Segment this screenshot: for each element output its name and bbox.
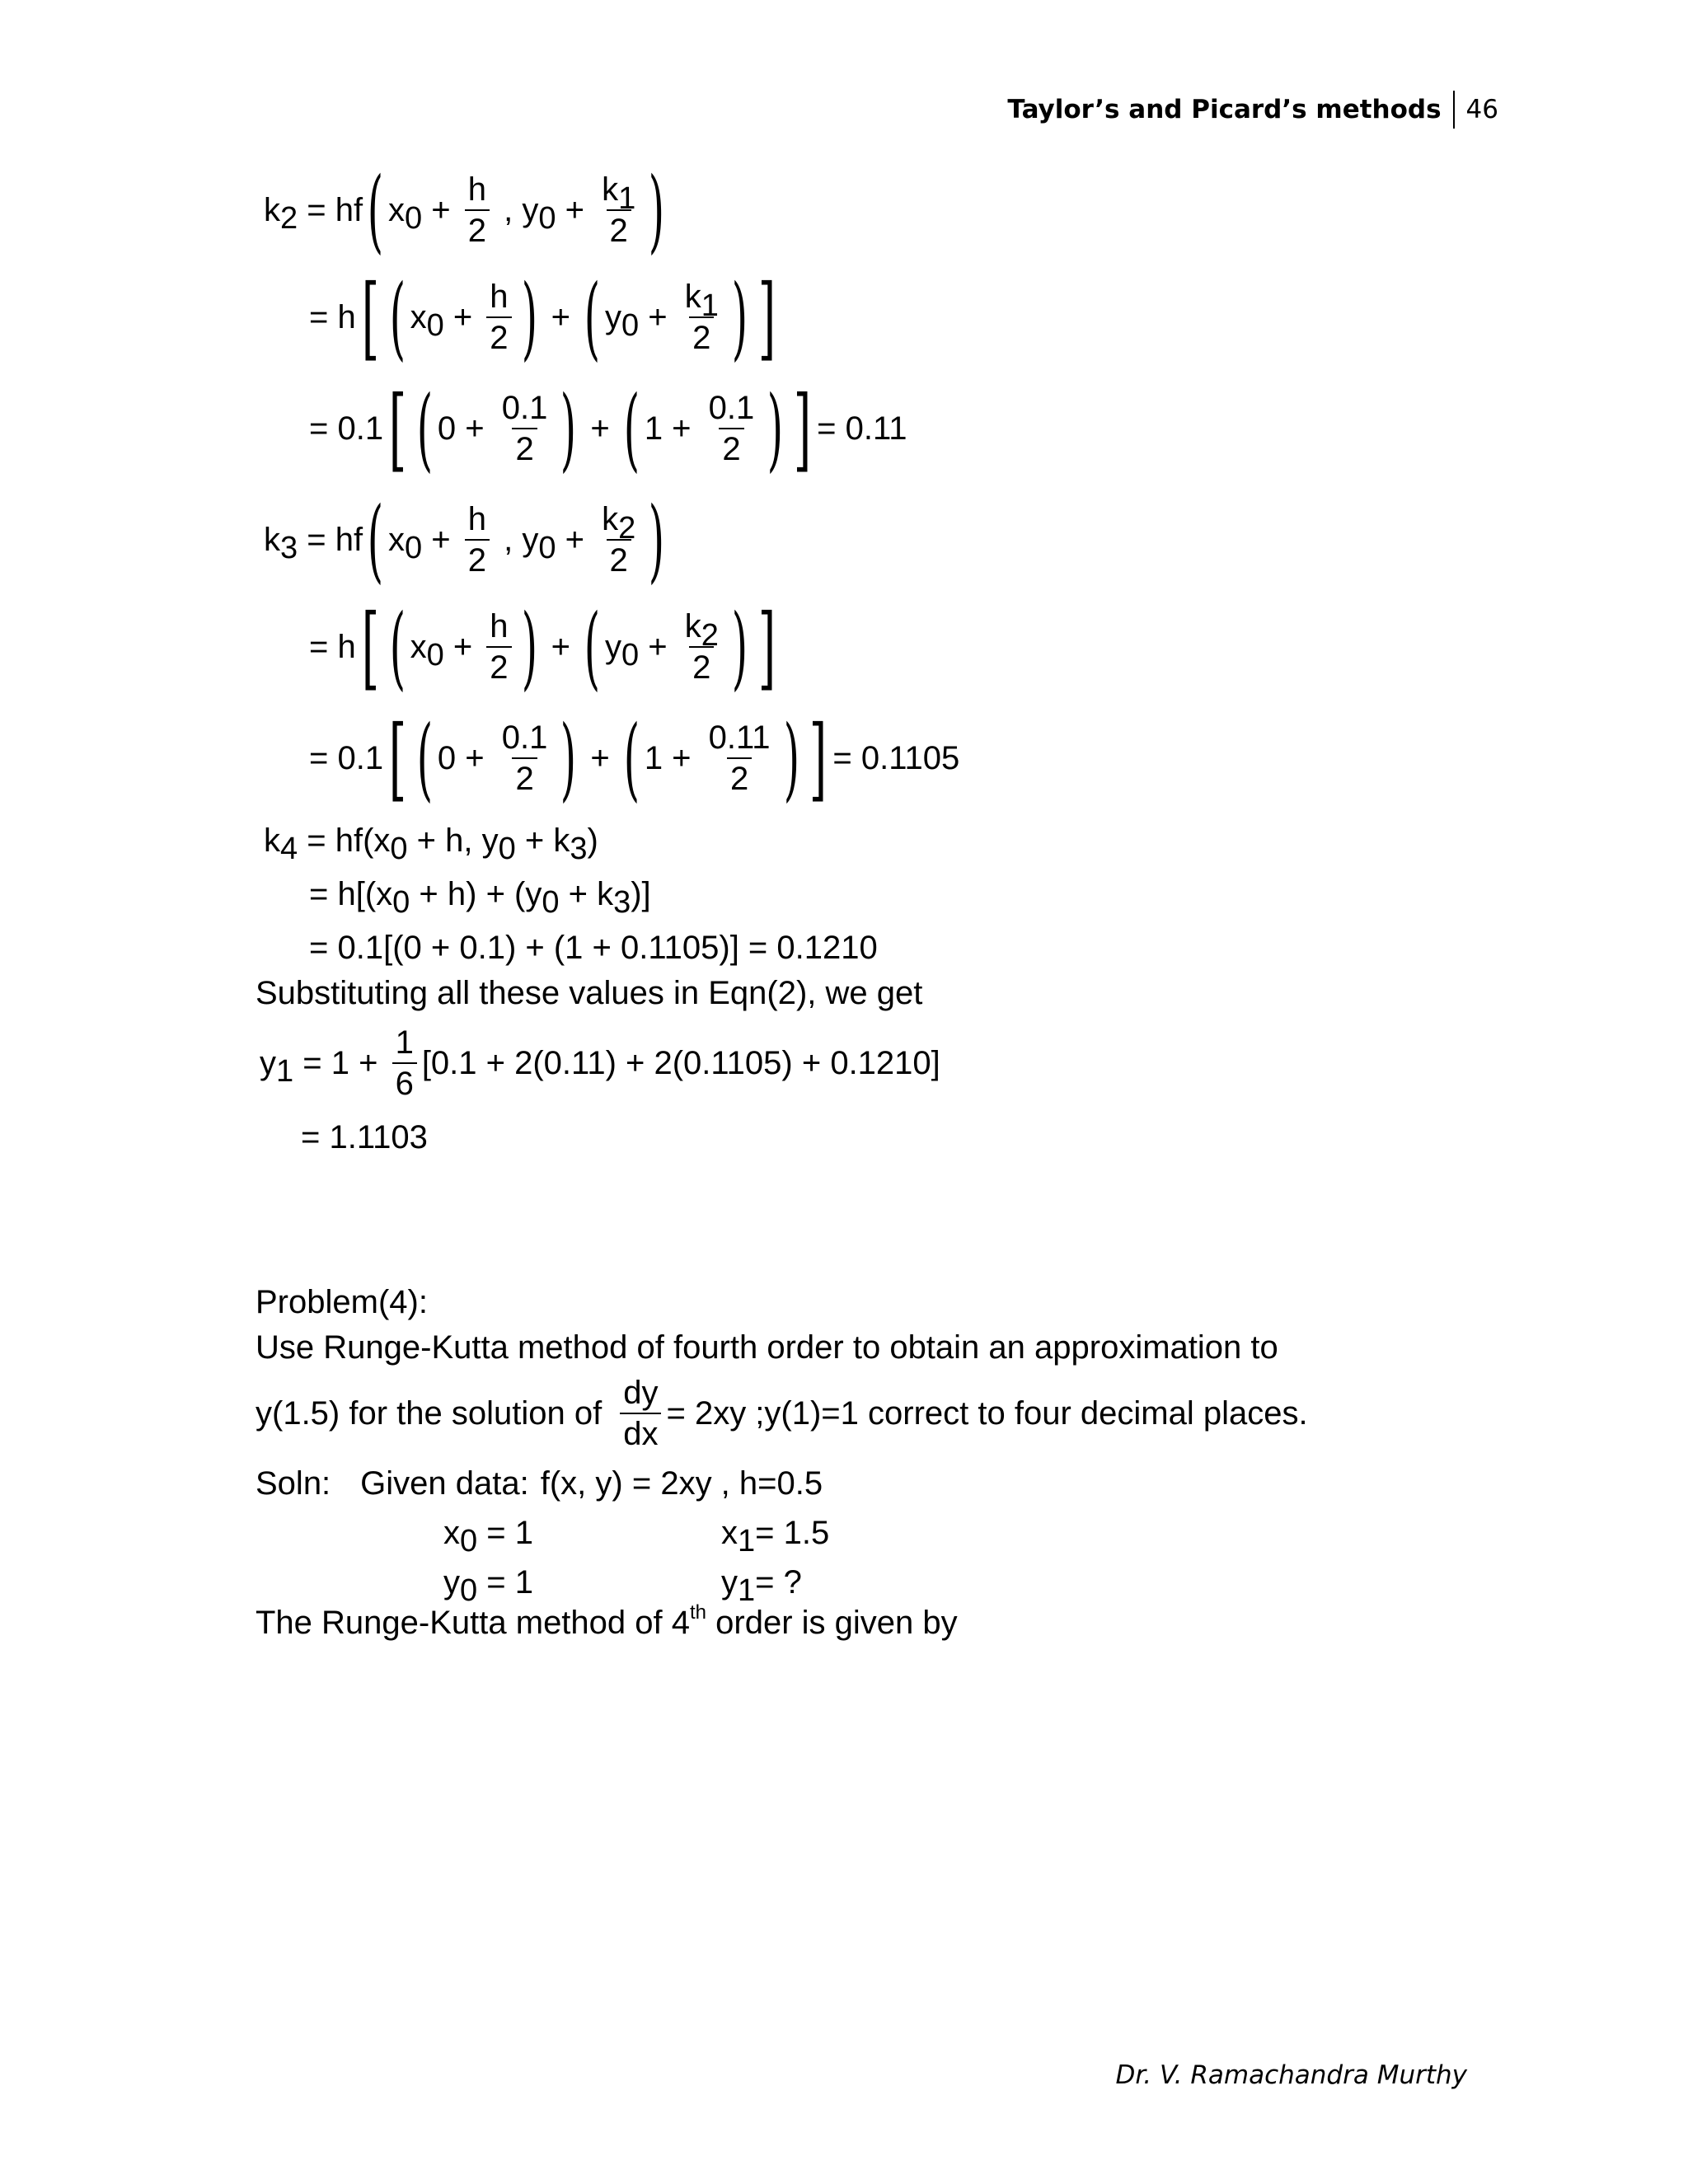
plus-sign: + xyxy=(422,192,460,228)
paren-close: ) xyxy=(649,157,665,263)
k-subscript: 3 xyxy=(613,885,631,920)
fraction-k2-over-2 xyxy=(682,610,722,684)
comma-y: , y xyxy=(495,522,539,558)
eq-h: = h xyxy=(309,629,356,665)
y-subscript: 0 xyxy=(460,1573,478,1608)
y1-result-value: = 1.1103 xyxy=(301,1119,428,1155)
paren-close: ) xyxy=(521,265,537,370)
y1-unknown xyxy=(721,1562,802,1608)
bracket-open: [ xyxy=(388,376,407,481)
eq-hf: = hf xyxy=(298,192,363,228)
k4-result: = 0.1[(0 + 0.1) + (1 + 0.1105)] = 0.1210 xyxy=(309,930,878,966)
ordinal-superscript: th xyxy=(690,1601,707,1624)
k4-expansion xyxy=(309,874,651,920)
fraction-0.1-over-2 xyxy=(706,391,758,466)
bracket-open: [ xyxy=(361,265,379,370)
x-symbol: x xyxy=(721,1515,738,1551)
paren-close: ) xyxy=(560,705,577,811)
zero-plus: 0 + xyxy=(437,740,494,776)
eq-h: = h xyxy=(309,299,356,335)
comma-y: , y xyxy=(495,192,539,228)
fraction-k2-over-2 xyxy=(598,503,639,577)
denominator: 2 xyxy=(512,757,537,795)
k-symbol: k xyxy=(684,608,701,644)
fraction-h-over-2 xyxy=(486,610,511,684)
k4-definition xyxy=(264,820,598,866)
k4-subscript: 4 xyxy=(280,832,298,866)
k3-definition xyxy=(264,487,669,593)
numerator xyxy=(598,501,639,546)
plus-sign: + xyxy=(542,299,580,335)
denominator: 2 xyxy=(486,316,511,354)
k4-part: + h, y xyxy=(407,823,499,859)
k-symbol: k xyxy=(602,501,619,537)
x-subscript: 0 xyxy=(405,531,423,565)
denominator: 2 xyxy=(465,209,490,247)
author-footer: Dr. V. Ramachandra Murthy xyxy=(1115,2060,1467,2090)
k2-definition xyxy=(264,157,669,263)
fraction-h-over-2 xyxy=(486,280,511,354)
numerator: h xyxy=(467,171,486,208)
plus-sign: + xyxy=(639,629,677,665)
eq-hf: = hf xyxy=(298,522,363,558)
y-symbol: y xyxy=(721,1564,738,1601)
k4-part: )] xyxy=(631,876,651,912)
problem-title: Problem(4): xyxy=(256,1284,428,1320)
denominator: 2 xyxy=(486,646,511,684)
k4-symbol: k xyxy=(264,823,280,859)
fraction-0.1-over-2 xyxy=(499,721,551,795)
y-subscript: 1 xyxy=(738,1573,756,1608)
f-expression: f(x, y) = 2xy , h=0.5 xyxy=(540,1465,823,1502)
k3-result: = 0.1105 xyxy=(832,740,960,776)
denominator: 6 xyxy=(392,1062,417,1100)
numerator xyxy=(598,171,639,216)
denominator: 2 xyxy=(607,539,631,577)
paren-open: ( xyxy=(367,157,384,263)
zero-plus: 0 + xyxy=(437,410,494,447)
bracket-close: ] xyxy=(757,265,776,370)
y0-value: = 1 xyxy=(477,1564,533,1601)
y-symbol: y xyxy=(260,1045,276,1081)
x-subscript: 0 xyxy=(390,832,408,866)
fraction-1-over-6 xyxy=(392,1026,417,1100)
problem-text: y(1.5) for the solution of xyxy=(256,1395,603,1432)
denominator: 2 xyxy=(727,757,752,795)
numerator xyxy=(682,279,722,323)
plus-sign: + xyxy=(443,299,482,335)
denominator: 2 xyxy=(607,209,631,247)
x-subscript: 0 xyxy=(426,638,444,673)
numerator: 0.1 xyxy=(501,390,548,426)
y-symbol: y xyxy=(604,299,621,335)
paren-close: ) xyxy=(649,487,665,593)
paren-open: ( xyxy=(416,705,434,811)
plus-sign: + xyxy=(581,410,619,447)
x-subscript: 0 xyxy=(460,1524,478,1558)
k4-part: + k xyxy=(559,876,614,912)
denominator: dx xyxy=(620,1413,661,1451)
soln-label: Soln: xyxy=(256,1465,331,1502)
plus-sign: + xyxy=(422,522,460,558)
paren-open: ( xyxy=(367,487,384,593)
x-subscript: 0 xyxy=(426,308,444,343)
y-subscript: 0 xyxy=(538,531,556,565)
header-title: Taylor’s and Picard’s methods xyxy=(1007,95,1442,124)
x-subscript: 1 xyxy=(738,1524,756,1558)
k2-expansion xyxy=(309,265,781,370)
x-subscript: 0 xyxy=(405,201,423,236)
plus-sign: + xyxy=(556,522,594,558)
fraction-dy-dx xyxy=(620,1376,661,1451)
paren-open: ( xyxy=(389,594,406,700)
y-subscript: 0 xyxy=(621,638,640,673)
k4-hf: = hf(x xyxy=(298,823,391,859)
y-subscript: 0 xyxy=(498,832,516,866)
numerator: h xyxy=(490,608,509,644)
eq-coefficient: = 0.1 xyxy=(309,410,384,447)
k3-symbol: k xyxy=(264,522,280,558)
eq-coefficient: = 0.1 xyxy=(309,740,384,776)
page-number: 46 xyxy=(1465,95,1498,124)
k2-subscript: 2 xyxy=(280,201,298,236)
page-header xyxy=(989,91,1498,129)
fraction-0.1-over-2 xyxy=(499,391,551,466)
denominator: 2 xyxy=(719,428,743,466)
fraction-k1-over-2 xyxy=(598,173,639,247)
y-symbol: y xyxy=(443,1564,460,1601)
y-subscript: 0 xyxy=(621,308,640,343)
k2-numeric xyxy=(309,376,907,481)
x-subscript: 0 xyxy=(392,885,410,920)
paren-close: ) xyxy=(731,594,748,700)
numerator: 0.1 xyxy=(708,390,755,426)
denominator: 2 xyxy=(512,428,537,466)
paren-open: ( xyxy=(389,265,406,370)
paren-open: ( xyxy=(416,376,434,481)
k3-expansion xyxy=(309,594,781,700)
k4-part: ) xyxy=(587,823,598,859)
bracket-open: [ xyxy=(361,594,379,700)
y-subscript: 0 xyxy=(538,201,556,236)
k-subscript: 3 xyxy=(570,832,588,866)
k3-subscript: 3 xyxy=(280,531,298,565)
fraction-h-over-2 xyxy=(465,503,490,577)
y1-value: = ? xyxy=(755,1564,802,1601)
numerator: h xyxy=(467,501,486,537)
paren-close: ) xyxy=(783,705,799,811)
numerator xyxy=(682,608,722,653)
k-subscript: 1 xyxy=(701,288,719,323)
x-symbol: x xyxy=(410,629,427,665)
plus-sign: + xyxy=(581,740,619,776)
k-subscript: 2 xyxy=(701,618,719,653)
fraction-h-over-2 xyxy=(465,173,490,247)
k-symbol: k xyxy=(602,171,619,208)
fraction-0.11-over-2 xyxy=(706,721,774,795)
plus-sign: + xyxy=(556,192,594,228)
x-symbol: x xyxy=(388,522,406,558)
y0-given xyxy=(443,1562,533,1608)
denominator: 2 xyxy=(689,646,714,684)
bracket-close: ] xyxy=(809,705,828,811)
paren-close: ) xyxy=(521,594,537,700)
x-symbol: x xyxy=(443,1515,460,1551)
problem-statement-line1: Use Runge-Kutta method of fourth order to obtain an approximation to xyxy=(256,1329,1278,1366)
k-subscript: 2 xyxy=(618,511,636,546)
y-symbol: y xyxy=(604,629,621,665)
k4-numeric xyxy=(309,927,878,968)
x-symbol: x xyxy=(410,299,427,335)
bracket-close: ] xyxy=(793,376,812,481)
paren-open: ( xyxy=(623,705,640,811)
numerator: 0.11 xyxy=(708,719,771,756)
x1-given xyxy=(721,1512,830,1558)
y1-bracket-sum: [0.1 + 2(0.11) + 2(0.1105) + 0.1210] xyxy=(421,1045,940,1081)
y1-equation xyxy=(260,1018,940,1108)
k2-symbol: k xyxy=(264,192,280,228)
bracket-close: ] xyxy=(757,594,776,700)
numerator: h xyxy=(490,279,509,315)
paren-close: ) xyxy=(731,265,748,370)
bracket-open: [ xyxy=(388,705,407,811)
plus-sign: + xyxy=(639,299,677,335)
numerator: dy xyxy=(623,1375,659,1411)
k-symbol: k xyxy=(684,279,701,315)
rk-text: The Runge-Kutta method of 4 xyxy=(256,1605,690,1641)
substituting-text: Substituting all these values in Eqn(2), we get xyxy=(256,975,923,1011)
x0-given xyxy=(443,1512,533,1558)
x0-value: = 1 xyxy=(477,1515,533,1551)
problem-text: = 2xy ;y(1)=1 correct to four decimal places. xyxy=(666,1395,1308,1432)
y1-rhs: = 1 + xyxy=(293,1045,387,1081)
plus-sign: + xyxy=(443,629,482,665)
k-subscript: 1 xyxy=(618,181,636,216)
paren-close: ) xyxy=(560,376,577,481)
x-symbol: x xyxy=(388,192,406,228)
rk-text: order is given by xyxy=(706,1605,958,1641)
solution-given-line xyxy=(256,1463,823,1504)
paren-close: ) xyxy=(767,376,784,481)
k4-part: + h) + (y xyxy=(410,876,542,912)
paren-open: ( xyxy=(623,376,640,481)
plus-sign: + xyxy=(542,629,580,665)
k2-result: = 0.11 xyxy=(817,410,907,447)
k4-h: = h[(x xyxy=(309,876,393,912)
y-subscript: 1 xyxy=(276,1054,294,1089)
paren-open: ( xyxy=(584,265,601,370)
paren-open: ( xyxy=(584,594,601,700)
x1-value: = 1.5 xyxy=(755,1515,830,1551)
denominator: 2 xyxy=(689,316,714,354)
problem-statement-line2 xyxy=(256,1368,1308,1459)
y1-result xyxy=(301,1117,428,1158)
given-label: Given data: xyxy=(360,1465,529,1502)
one-plus: 1 + xyxy=(644,410,701,447)
k4-part: + k xyxy=(515,823,570,859)
numerator: 1 xyxy=(395,1024,414,1061)
fraction-k1-over-2 xyxy=(682,280,722,354)
runge-kutta-intro xyxy=(256,1603,958,1639)
one-plus: 1 + xyxy=(644,740,701,776)
y-subscript: 0 xyxy=(542,885,560,920)
numerator: 0.1 xyxy=(501,719,548,756)
k3-numeric xyxy=(309,705,960,811)
denominator: 2 xyxy=(465,539,490,577)
